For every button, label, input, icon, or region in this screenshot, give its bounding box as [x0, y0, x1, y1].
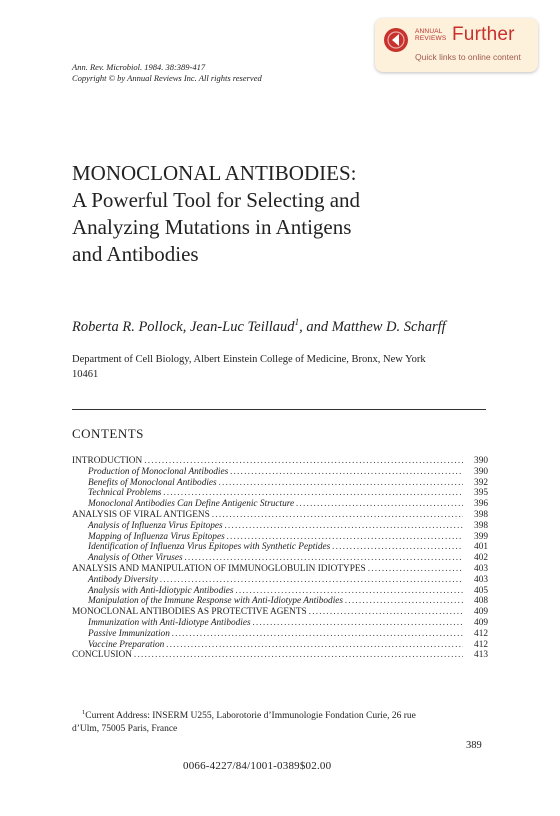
toc-label: CONCLUSION [72, 650, 132, 661]
title-line: and Antibodies [72, 242, 199, 266]
leader-dots [227, 532, 463, 543]
badge-further-label: Further [452, 24, 515, 45]
toc-label: ANALYSIS OF VIRAL ANTIGENS [72, 509, 210, 520]
toc-label: Analysis with Anti-Idiotypic Antibodies [88, 585, 234, 596]
leader-dots [236, 586, 463, 597]
toc-page: 390 [474, 466, 488, 477]
toc-entry [72, 640, 488, 651]
leader-dots [166, 640, 463, 651]
leader-dots [253, 618, 463, 629]
citation-line: Ann. Rev. Microbiol. 1984. 38:389-417 [72, 62, 206, 72]
toc-page: 390 [474, 456, 488, 466]
toc-entry [72, 467, 488, 478]
leader-dots [332, 542, 463, 553]
toc-page: 398 [474, 509, 488, 520]
toc-label: Mapping of Influenza Virus Epitopes [88, 531, 225, 542]
toc-label: Identification of Influenza Virus Epitopes with Synthetic Peptides [88, 542, 331, 553]
leader-dots [345, 596, 463, 607]
leader-dots [172, 629, 463, 640]
toc-page: 402 [474, 553, 488, 564]
toc-label: MONOCLONAL ANTIBODIES AS PROTECTIVE AGENTS [72, 607, 307, 618]
toc-entry [72, 607, 488, 618]
toc-entry [72, 553, 488, 564]
title-line: A Powerful Tool for Selecting and [72, 188, 361, 212]
toc-entry [72, 596, 488, 607]
toc-entry [72, 618, 488, 629]
leader-dots [134, 650, 463, 661]
author-footnote-mark: 1 [294, 317, 300, 327]
toc-entry [72, 575, 488, 586]
leader-dots [225, 521, 463, 532]
leader-dots [309, 607, 463, 618]
leader-dots [160, 575, 463, 586]
toc-page: 412 [474, 639, 488, 650]
toc-page: 408 [474, 596, 488, 607]
toc-label: Production of Monoclonal Antibodies [88, 466, 229, 477]
further-badge[interactable] [375, 18, 538, 72]
toc-label: Analysis of Influenza Virus Epitopes [88, 520, 223, 531]
toc-entry [72, 478, 488, 489]
affiliation-line: 10461 [72, 369, 99, 380]
leader-dots [144, 456, 463, 467]
toc-entry [72, 510, 488, 521]
toc-page: 405 [474, 585, 488, 596]
toc-page: 412 [474, 628, 488, 639]
leader-dots [296, 499, 463, 510]
affiliation [72, 352, 492, 382]
article-code: 0066-4227/84/1001-0389$02.00 [183, 760, 332, 772]
article-title [72, 160, 492, 268]
divider-rule [72, 409, 486, 410]
footnote-mark: 1 [82, 709, 86, 716]
toc-label: Technical Problems [88, 488, 162, 499]
title-line: Analyzing Mutations in Antigens [72, 215, 352, 239]
toc-entry [72, 456, 488, 467]
toc-label: Benefits of Monoclonal Antibodies [88, 477, 217, 488]
leader-dots [185, 553, 463, 564]
annual-reviews-logo-icon [384, 28, 408, 52]
toc-page: 398 [474, 520, 488, 531]
authors [72, 317, 446, 336]
table-of-contents [72, 456, 488, 661]
contents-heading: CONTENTS [72, 426, 144, 441]
leader-dots [219, 478, 463, 489]
affiliation-line: Department of Cell Biology, Albert Einstein College of Medicine, Bronx, New York [72, 354, 426, 365]
toc-entry [72, 629, 488, 640]
toc-page: 413 [474, 650, 488, 661]
title-line: MONOCLONAL ANTIBODIES: [72, 161, 357, 185]
toc-page: 401 [474, 542, 488, 553]
copyright-line: Copyright © by Annual Reviews Inc. All rights reserved [72, 73, 262, 83]
toc-page: 409 [474, 617, 488, 628]
toc-entry [72, 542, 488, 553]
footnote [72, 706, 488, 736]
toc-page: 409 [474, 607, 488, 618]
authors-first: Roberta R. Pollock, Jean-Luc Teillaud [72, 318, 295, 335]
toc-label: INTRODUCTION [72, 456, 143, 466]
journal-citation [72, 62, 262, 84]
toc-entry [72, 488, 488, 499]
toc-label: Manipulation of the Immune Response with Anti-Idiotype Antibodies [88, 596, 344, 607]
toc-entry [72, 499, 488, 510]
toc-entry [72, 521, 488, 532]
toc-page: 403 [474, 574, 488, 585]
leader-dots [230, 467, 463, 478]
toc-label: Passive Immunization [88, 628, 170, 639]
page-number: 389 [466, 740, 482, 751]
footnote-line [72, 706, 488, 723]
authors-rest: , and Matthew D. Scharff [299, 318, 446, 335]
toc-entry [72, 532, 488, 543]
toc-page: 395 [474, 488, 488, 499]
toc-label: Monoclonal Antibodies Can Define Antigenic Structure [88, 499, 295, 510]
toc-entry [72, 586, 488, 597]
leader-dots [212, 510, 463, 521]
toc-label: Antibody Diversity [88, 574, 158, 585]
badge-brand: ANNUAL REVIEWS [415, 28, 447, 42]
footnote-line: d’Ulm, 75005 Paris, France [72, 724, 178, 735]
leader-dots [368, 564, 463, 575]
toc-label: Immunization with Anti-Idiotype Antibodies [88, 617, 251, 628]
toc-page: 392 [474, 477, 488, 488]
toc-entry [72, 650, 488, 661]
badge-subtitle: Quick links to online content [415, 52, 521, 62]
footnote-text: Current Address: INSERM U255, Laborotorie d’Immunologie Fondation Curie, 26 rue [85, 711, 416, 722]
toc-page: 403 [474, 563, 488, 574]
toc-label: Vaccine Preparation [88, 639, 165, 650]
toc-label: Analysis of Other Viruses [88, 553, 183, 564]
toc-page: 399 [474, 531, 488, 542]
toc-label: ANALYSIS AND MANIPULATION OF IMMUNOGLOBULIN IDIOTYPES [72, 563, 366, 574]
toc-page: 396 [474, 499, 488, 510]
leader-dots [163, 488, 463, 499]
toc-entry [72, 564, 488, 575]
